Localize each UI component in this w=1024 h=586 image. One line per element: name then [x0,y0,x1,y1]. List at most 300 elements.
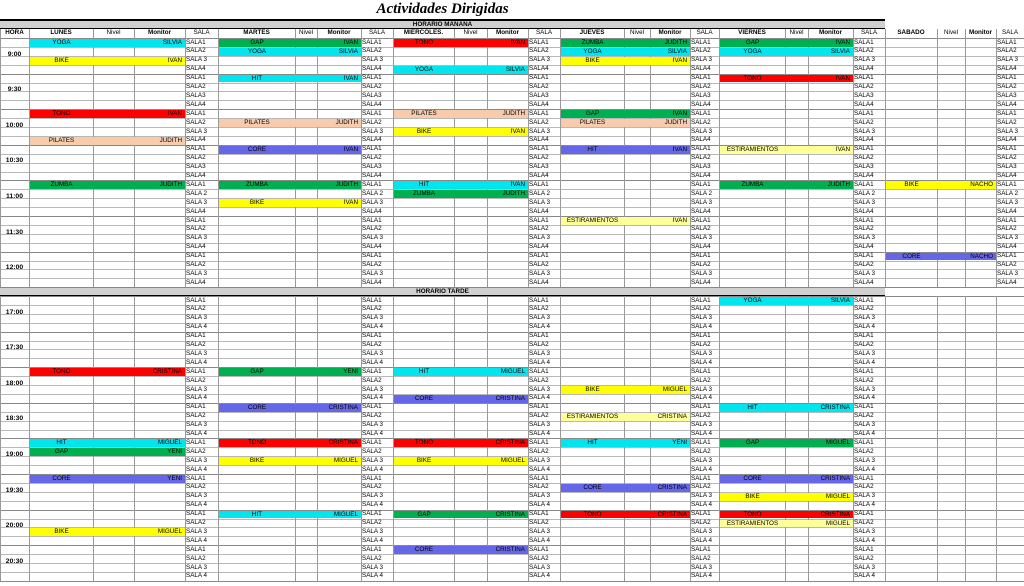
activity-cell[interactable]: HIT [720,404,785,412]
activity-cell[interactable]: BIKE [219,199,295,207]
col-line [295,296,296,581]
sala-label: SALA1 [997,145,1017,153]
sala-label: SALA1 [997,109,1017,117]
sala-label: SALA 4 [854,430,876,437]
sala-label: SALA3 [529,163,549,171]
sala-label: SALA2 [529,412,549,420]
activity-cell[interactable]: TONO [219,439,295,447]
sala-label: SALA4 [691,243,711,251]
activity-cell[interactable]: YOGA [219,48,295,56]
monitor-cell[interactable]: JUDITH [487,190,528,198]
activity-cell[interactable]: PILATES [30,137,93,145]
day-header: VIERNES [738,29,766,36]
sala-label: SALA 4 [186,572,208,580]
col-line [218,296,219,581]
sala-label: SALA1 [854,74,874,82]
col-line [317,296,318,581]
activity-cell[interactable]: HIT [561,439,624,447]
sala-label: SALA1 [691,332,711,340]
sala-label: SALA 3 [362,127,384,135]
nivel-cell[interactable] [295,181,317,189]
activity-cell[interactable]: GAP [720,39,785,47]
nivel-cell[interactable] [785,404,808,412]
activity-cell[interactable]: BIKE [561,386,624,394]
activity-cell[interactable]: GAP [720,439,785,447]
activity-cell[interactable]: YOGA [720,297,785,305]
monitor-cell[interactable]: SILVIA [650,48,690,56]
nivel-cell[interactable] [785,439,808,447]
nivel-cell[interactable] [93,110,134,118]
activity-cell[interactable]: BIKE [720,493,785,501]
nivel-cell[interactable] [93,368,134,376]
sala-label: SALA 4 [691,465,713,473]
sala-label: SALA2 [529,554,549,562]
nivel-cell[interactable] [785,297,808,305]
col-line [93,296,94,581]
nivel-cell[interactable] [454,395,487,403]
monitor-cell[interactable]: MIGUEL [134,439,185,447]
nivel-cell[interactable] [93,137,134,145]
sala-label: SALA 3 [854,385,876,393]
col-line [690,29,691,287]
sala-label: SALA4 [997,207,1017,215]
sala-label: SALA 4 [854,394,876,402]
monitor-cell[interactable]: IVAN [487,39,528,47]
monitor-cell[interactable]: MIGUEL [650,386,690,394]
nivel-cell[interactable] [454,457,487,465]
monitor-cell[interactable]: IVAN [650,146,690,154]
sala-label: SALA2 [997,47,1017,55]
sala-label: SALA1 [854,403,874,411]
sala-label: SALA2 [529,154,549,162]
nivel-cell[interactable] [785,181,808,189]
sala-header: SALA [368,29,386,36]
sala-label: SALA2 [529,447,549,455]
sala-label: SALA1 [691,545,711,553]
nivel-cell[interactable] [93,439,134,447]
monitor-cell[interactable]: CRISTINA [650,413,690,421]
sala-label: SALA4 [186,278,206,286]
activity-cell[interactable]: ESTIRAMIENTOS [561,217,624,225]
sala-label: SALA 3 [186,56,208,64]
sala-label: SALA1 [362,510,382,518]
monitor-cell[interactable]: MIGUEL [134,528,185,536]
activity-cell[interactable]: PILATES [561,119,624,127]
activity-cell[interactable]: HIT [394,368,454,376]
monitor-cell[interactable]: CRISTINA [650,511,690,519]
activity-cell[interactable]: TONO [30,368,93,376]
monitor-cell[interactable]: CRISTINA [487,439,528,447]
monitor-cell[interactable]: SILVIA [317,48,361,56]
sala-label: SALA 3 [186,385,208,393]
sala-label: SALA2 [997,261,1017,268]
activity-cell[interactable]: GAP [561,110,624,118]
nivel-cell[interactable] [785,511,808,519]
monitor-cell[interactable]: CRISTINA [487,511,528,519]
monitor-cell[interactable]: IVAN [317,75,361,83]
activity-cell[interactable]: BIKE [561,57,624,65]
nivel-cell[interactable] [295,457,317,465]
sala-label: SALA 4 [529,430,551,437]
activity-cell[interactable]: TONO [720,511,785,519]
activity-cell[interactable]: TONO [394,439,454,447]
sala-label: SALA 3 [997,56,1019,64]
activity-cell[interactable]: ESTIRAMIENTOS [720,520,785,528]
nivel-cell[interactable] [295,146,317,154]
nivel-cell[interactable] [624,119,650,127]
sala-label: SALA1 [691,438,711,446]
sala-label: SALA2 [691,118,711,126]
monitor-cell[interactable]: YENI [134,448,185,456]
nivel-cell[interactable] [785,146,808,154]
activity-cell[interactable]: ZUMBA [219,181,295,189]
monitor-cell[interactable]: IVAN [487,181,528,189]
sala-label: SALA1 [529,332,549,340]
sala-label: SALA1 [691,145,711,153]
sala-label: SALA1 [362,74,382,82]
sala-label: SALA1 [529,38,549,46]
monitor-cell[interactable]: IVAN [317,39,361,47]
sala-label: SALA 3 [997,198,1019,206]
sala-label: SALA 3 [854,269,876,277]
sala-label: SALA1 [186,438,206,446]
nivel-cell[interactable] [295,368,317,376]
sala-label: SALA4 [854,278,874,286]
sala-label: SALA1 [529,510,549,518]
monitor-cell[interactable]: CRISTINA [808,475,853,483]
nivel-cell[interactable] [937,253,965,261]
sala-label: SALA 3 [691,527,713,535]
sala-label: SALA2 [854,305,874,313]
sala-label: SALA4 [691,136,711,144]
sala-label: SALA2 [362,225,382,233]
time-label: 20:00 [5,522,24,530]
sala-header: SALA [1001,29,1019,36]
sala-label: SALA1 [854,367,874,375]
activity-cell[interactable]: HIT [561,146,624,154]
sala-label: SALA 3 [362,527,384,535]
time-label: 20:30 [5,557,24,565]
nivel-cell[interactable] [624,511,650,519]
activity-cell[interactable]: ZUMBA [30,181,93,189]
sala-label: SALA 3 [186,198,208,206]
sala-label: SALA2 [529,341,549,348]
sala-label: SALA3 [362,91,382,99]
sala-label: SALA 4 [362,465,384,473]
activity-cell[interactable]: CORE [394,395,454,403]
monitor-cell[interactable]: IVAN [650,110,690,118]
activity-cell[interactable]: CORE [561,484,624,492]
sala-label: SALA4 [362,136,382,144]
sala-label: SALA1 [362,332,382,340]
nivel-cell[interactable] [785,39,808,47]
sala-label: SALA 3 [854,198,876,206]
sala-label: SALA 3 [362,492,384,500]
sala-label: SALA1 [186,252,206,260]
activity-cell[interactable]: GAP [30,448,93,456]
monitor-cell[interactable]: CRISTINA [134,368,185,376]
sala-label: SALA4 [997,65,1017,73]
sala-label: SALA1 [186,510,206,518]
sala-label: SALA1 [362,180,382,188]
activity-cell[interactable]: BIKE [394,128,454,136]
nivel-cell[interactable] [785,493,808,501]
sala-label: SALA2 [529,261,549,268]
col-line [624,296,625,581]
monitor-header: Monitor [818,29,843,36]
sala-label: SALA 3 [186,527,208,535]
monitor-cell[interactable]: YENI [134,475,185,483]
time-label: 10:30 [5,157,24,165]
nivel-cell[interactable] [93,528,134,536]
monitor-cell[interactable]: JUDITH [650,39,690,47]
monitor-cell[interactable]: SILVIA [134,39,185,47]
nivel-cell[interactable] [295,39,317,47]
monitor-cell[interactable]: IVAN [650,57,690,65]
activity-cell[interactable]: BIKE [30,57,93,65]
monitor-cell[interactable]: IVAN [808,75,853,83]
col-line [361,29,362,287]
activity-cell[interactable]: GAP [219,39,295,47]
nivel-cell[interactable] [624,39,650,47]
monitor-cell[interactable]: CRISTINA [317,404,361,412]
activity-cell[interactable]: ESTIRAMIENTOS [720,146,785,154]
sala-label: SALA4 [997,100,1017,108]
monitor-cell[interactable]: JUDITH [650,119,690,127]
sala-label: SALA2 [362,447,382,455]
monitor-cell[interactable]: MIGUEL [487,457,528,465]
nivel-cell[interactable] [454,511,487,519]
monitor-cell[interactable]: JUDITH [487,110,528,118]
nivel-cell[interactable] [785,475,808,483]
sala-label: SALA1 [529,296,549,304]
nivel-cell[interactable] [295,48,317,56]
sala-label: SALA1 [529,109,549,117]
monitor-cell[interactable]: IVAN [808,146,853,154]
sala-label: SALA 2 [997,189,1019,197]
activity-cell[interactable]: TONO [720,75,785,83]
nivel-cell[interactable] [624,217,650,225]
sala-label: SALA1 [854,180,874,188]
monitor-cell[interactable]: JUDITH [317,181,361,189]
nivel-cell[interactable] [454,128,487,136]
sheet-title: Actividades Dirigidas [0,0,885,20]
monitor-cell[interactable]: CRISTINA [808,511,853,519]
sala-label: SALA 3 [691,56,713,64]
monitor-cell[interactable]: IVAN [134,110,185,118]
activity-cell[interactable]: GAP [394,511,454,519]
activity-cell[interactable]: HIT [219,511,295,519]
activity-cell[interactable]: YOGA [561,48,624,56]
activity-cell[interactable]: CORE [219,146,295,154]
monitor-cell[interactable]: SILVIA [487,66,528,74]
monitor-cell[interactable]: MIGUEL [808,520,853,528]
nivel-cell[interactable] [93,181,134,189]
monitor-cell[interactable]: IVAN [487,128,528,136]
nivel-cell[interactable] [454,181,487,189]
sala-label: SALA 3 [529,492,551,500]
monitor-cell[interactable]: IVAN [650,217,690,225]
nivel-cell[interactable] [937,181,965,189]
sala-label: SALA 3 [854,492,876,500]
activity-cell[interactable]: PILATES [219,119,295,127]
sala-label: SALA2 [854,47,874,55]
monitor-cell[interactable]: MIGUEL [317,511,361,519]
activity-cell[interactable]: HIT [394,181,454,189]
sala-label: SALA2 [529,118,549,126]
nivel-cell[interactable] [295,439,317,447]
nivel-cell[interactable] [295,404,317,412]
monitor-cell[interactable]: JUDITH [808,181,853,189]
activity-cell[interactable]: PILATES [394,110,454,118]
sala-label: SALA 3 [691,421,713,429]
activity-cell[interactable]: TONO [561,511,624,519]
monitor-cell[interactable]: SILVIA [808,297,853,305]
monitor-cell[interactable]: CRISTINA [487,395,528,403]
activity-cell[interactable]: BIKE [394,457,454,465]
activity-cell[interactable]: YOGA [30,39,93,47]
activity-cell[interactable]: TONO [30,110,93,118]
activity-cell[interactable]: YOGA [394,66,454,74]
day-header: SÁBADO [897,29,925,36]
sala-label: SALA1 [854,252,874,260]
day-header: LUNES [50,29,72,36]
monitor-cell[interactable]: JUDITH [134,137,185,145]
sala-label: SALA2 [186,118,206,126]
sala-label: SALA2 [529,305,549,313]
nivel-cell[interactable] [454,66,487,74]
activity-cell[interactable]: ESTIRAMIENTOS [561,413,624,421]
monitor-cell[interactable]: CRISTINA [650,484,690,492]
sala-label: SALA1 [186,332,206,340]
sala-label: SALA1 [691,38,711,46]
monitor-cell[interactable]: IVAN [317,146,361,154]
activity-cell[interactable]: TONO [394,39,454,47]
activity-cell[interactable]: CORE [394,546,454,554]
activity-cell[interactable]: HIT [219,75,295,83]
col-line [853,29,854,287]
nivel-cell[interactable] [454,190,487,198]
sala-label: SALA 4 [529,501,551,509]
activity-cell[interactable]: BIKE [30,528,93,536]
nivel-cell[interactable] [624,386,650,394]
nivel-cell[interactable] [295,511,317,519]
nivel-header: Nivel [630,29,644,36]
sala-label: SALA4 [691,65,711,73]
monitor-cell[interactable]: MIGUEL [317,457,361,465]
monitor-cell[interactable]: MIGUEL [808,493,853,501]
sala-label: SALA1 [362,545,382,553]
col-line [134,296,135,581]
nivel-cell[interactable] [93,57,134,65]
col-line [29,296,30,581]
activity-cell[interactable]: CORE [219,404,295,412]
monitor-cell[interactable]: IVAN [808,39,853,47]
col-line [719,29,720,287]
sala-label: SALA2 [691,412,711,420]
nivel-cell[interactable] [93,39,134,47]
sala-label: SALA1 [186,180,206,188]
sala-label: SALA2 [854,118,874,126]
nivel-cell[interactable] [454,546,487,554]
sala-label: SALA2 [529,47,549,55]
monitor-cell[interactable]: SILVIA [808,48,853,56]
monitor-cell[interactable]: NACHO [965,181,996,189]
monitor-cell[interactable]: MIGUEL [487,368,528,376]
nivel-cell[interactable] [624,146,650,154]
sala-label: SALA2 [362,47,382,55]
nivel-cell[interactable] [454,368,487,376]
sala-label: SALA 3 [529,56,551,64]
activity-cell[interactable]: ZUMBA [394,190,454,198]
nivel-cell[interactable] [295,199,317,207]
col-line [29,29,30,287]
monitor-cell[interactable]: YENI [650,439,690,447]
col-line [996,296,997,581]
monitor-cell[interactable]: NACHO [965,253,996,261]
nivel-cell[interactable] [93,475,134,483]
activity-cell[interactable]: ZUMBA [720,181,785,189]
monitor-cell[interactable]: MIGUEL [808,439,853,447]
sala-label: SALA2 [854,154,874,162]
monitor-cell[interactable]: CRISTINA [808,404,853,412]
activity-cell[interactable]: CORE [720,475,785,483]
activity-cell[interactable]: BIKE [219,457,295,465]
monitor-cell[interactable]: JUDITH [317,119,361,127]
monitor-cell[interactable]: IVAN [134,57,185,65]
monitor-cell[interactable]: CRISTINA [487,546,528,554]
sala-label: SALA 3 [362,314,384,322]
sala-label: SALA2 [997,83,1017,90]
activity-cell[interactable]: ZUMBA [561,39,624,47]
nivel-cell[interactable] [785,75,808,83]
sala-label: SALA1 [997,38,1017,46]
sala-label: SALA 3 [854,56,876,64]
sala-label: SALA4 [691,207,711,215]
nivel-cell[interactable] [624,413,650,421]
nivel-cell[interactable] [624,110,650,118]
monitor-cell[interactable]: IVAN [317,199,361,207]
activity-cell[interactable]: HIT [30,439,93,447]
activity-cell[interactable]: BIKE [886,181,937,189]
monitor-cell[interactable]: CRISTINA [317,439,361,447]
activity-cell[interactable]: CORE [30,475,93,483]
sala-label: SALA 3 [691,269,713,277]
sala-label: SALA 3 [997,269,1019,277]
nivel-cell[interactable] [454,110,487,118]
sala-label: SALA2 [529,225,549,233]
nivel-cell[interactable] [295,75,317,83]
monitor-cell[interactable]: YENI [317,368,361,376]
nivel-cell[interactable] [93,448,134,456]
activity-cell[interactable]: YOGA [720,48,785,56]
nivel-cell[interactable] [295,119,317,127]
nivel-cell[interactable] [785,520,808,528]
nivel-cell[interactable] [785,48,808,56]
nivel-cell[interactable] [624,48,650,56]
nivel-cell[interactable] [454,439,487,447]
nivel-cell[interactable] [454,39,487,47]
nivel-cell[interactable] [624,439,650,447]
sala-label: SALA3 [529,91,549,99]
nivel-cell[interactable] [624,57,650,65]
sala-label: SALA4 [186,172,206,179]
activity-cell[interactable]: CORE [886,253,937,261]
monitor-cell[interactable]: JUDITH [134,181,185,189]
nivel-cell[interactable] [624,484,650,492]
sala-label: SALA 4 [529,536,551,544]
activity-cell[interactable]: GAP [219,368,295,376]
